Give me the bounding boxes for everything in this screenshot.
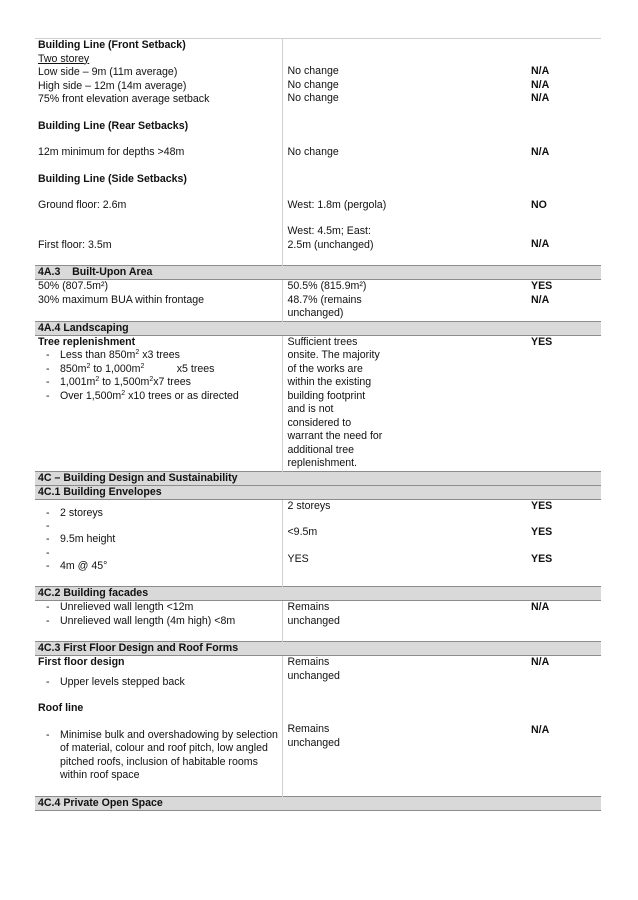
roof-line-comp: N/A <box>531 723 550 736</box>
section-title: 4C.1 Building Envelopes <box>35 485 601 499</box>
rear-setback-row <box>35 120 601 173</box>
front-setback-prop-average: No change <box>287 92 339 104</box>
list-item: - Over $1,500m^2$ x10 trees or as directed <box>38 390 279 404</box>
section-private-open-space <box>35 796 601 810</box>
tree-replenishment-heading: Tree replenishment <box>38 335 136 348</box>
envelopes-comp-storeys: YES <box>531 499 553 512</box>
side-setback-req-ground: Ground floor: 2.6m <box>38 199 127 211</box>
section-building-facades <box>35 587 601 601</box>
list-item: - 4m @ 45° <box>38 560 279 574</box>
first-floor-comp: N/A <box>531 656 550 668</box>
bua-comp-1: YES <box>531 280 553 292</box>
front-setback-req-average: 75% front elevation average setback <box>38 93 210 105</box>
front-setback-heading: Building Line (Front Setback) <box>38 39 186 51</box>
envelopes-comp-height: YES <box>531 526 553 538</box>
list-item: - $1,001m^2$ to $1,500m^2x7$ trees <box>38 376 279 390</box>
tree-replenishment-list <box>38 349 279 403</box>
roof-line-list <box>38 729 279 783</box>
landscaping-row <box>35 335 601 471</box>
list-item: - 9.5m height <box>38 533 279 547</box>
side-setback-comp-ground: NO <box>531 198 547 211</box>
front-setback-row <box>35 39 601 120</box>
landscaping-prop: Sufficient trees onsite. The majority of the works are within the existing building footprint and is not considered to warrant the need for additional tree replenishment. <box>287 335 383 469</box>
roof-line-heading: Roof line <box>38 702 84 714</box>
roof-line-prop: Remains unchanged <box>287 723 340 749</box>
side-setback-prop-ground: West: 1.8m (pergola) <box>287 198 387 211</box>
front-setback-comp-high: N/A <box>531 78 550 91</box>
facades-list <box>38 601 279 628</box>
side-setback-heading: Building Line (Side Setbacks) <box>38 172 187 185</box>
bua-row <box>35 280 601 322</box>
first-floor-row <box>35 656 601 797</box>
facades-comp: N/A <box>531 601 550 613</box>
list-item: - Unrelieved wall length (4m high) <8m <box>38 615 279 629</box>
section-title: 4C.4 Private Open Space <box>35 796 601 810</box>
facades-row <box>35 601 601 642</box>
first-floor-prop: Remains unchanged <box>287 656 340 682</box>
first-floor-list <box>38 676 279 690</box>
bua-prop-1: 50.5% (815.9m²) <box>287 280 367 292</box>
facades-prop: Remains unchanged <box>287 601 340 627</box>
section-title: 4C – Building Design and Sustainability <box>35 471 601 485</box>
first-floor-heading: First floor design <box>38 656 125 668</box>
bua-prop-2: 48.7% (remains unchanged) <box>287 293 362 319</box>
bua-req-1: 50% (807.5m²) <box>38 280 109 292</box>
list-item: - 2 storeys <box>38 507 279 521</box>
rear-setback-prop: No change <box>287 145 339 158</box>
section-first-floor-design <box>35 642 601 656</box>
section-building-design <box>35 471 601 485</box>
rear-setback-heading: Building Line (Rear Setbacks) <box>38 119 189 132</box>
bua-comp-2: N/A <box>531 293 550 306</box>
section-landscaping <box>35 321 601 335</box>
front-setback-req-high: High side – 12m (14m average) <box>38 79 187 92</box>
envelopes-list <box>38 507 279 574</box>
section-building-envelopes <box>35 485 601 499</box>
section-title: 4C.3 First Floor Design and Roof Forms <box>35 642 601 656</box>
section-title: 4C.2 Building facades <box>35 587 601 601</box>
rear-setback-comp: N/A <box>531 145 550 158</box>
envelopes-prop-height: <9.5m <box>287 526 318 538</box>
envelopes-comp-plane: YES <box>531 552 553 565</box>
list-item: - Upper levels stepped back <box>38 676 279 690</box>
front-setback-comp-average: N/A <box>531 92 550 104</box>
list-item: - Unrelieved wall length <12m <box>38 601 279 615</box>
compliance-table-page <box>35 38 601 811</box>
rear-setback-req: 12m minimum for depths >48m <box>38 146 185 158</box>
envelopes-prop-storeys: 2 storeys <box>287 499 331 512</box>
envelopes-row <box>35 499 601 587</box>
list-item: - Minimise bulk and overshadowing by selection of material, colour and roof pitch, low angled pitched roofs, inclusion of habitable rooms within roof space <box>38 729 279 783</box>
side-setback-row <box>35 173 601 266</box>
front-setback-prop-low: No change <box>287 65 339 77</box>
list-item: - $850m^2$ to $1,000m^2$ x5 trees <box>38 363 279 377</box>
front-setback-req-low: Low side – 9m (11m average) <box>38 66 178 78</box>
front-setback-comp-low: N/A <box>531 65 550 77</box>
compliance-table <box>35 38 601 811</box>
side-setback-req-first: First floor: 3.5m <box>38 238 112 251</box>
front-setback-prop-high: No change <box>287 78 339 91</box>
list-item: - Less than $850m^2$ x3 trees <box>38 349 279 363</box>
envelopes-prop-plane: YES <box>287 552 309 565</box>
bua-req-2: 30% maximum BUA within frontage <box>38 293 205 306</box>
section-title: 4A.4 Landscaping <box>35 321 601 335</box>
front-setback-subheading: Two storey <box>38 52 90 65</box>
landscaping-comp: YES <box>531 335 553 348</box>
side-setback-comp-first: N/A <box>531 238 550 250</box>
side-setback-prop-first: West: 4.5m; East: 2.5m (unchanged) <box>287 225 374 251</box>
section-built-upon-area <box>35 266 601 280</box>
section-title: 4A.3 Built-Upon Area <box>35 266 601 280</box>
